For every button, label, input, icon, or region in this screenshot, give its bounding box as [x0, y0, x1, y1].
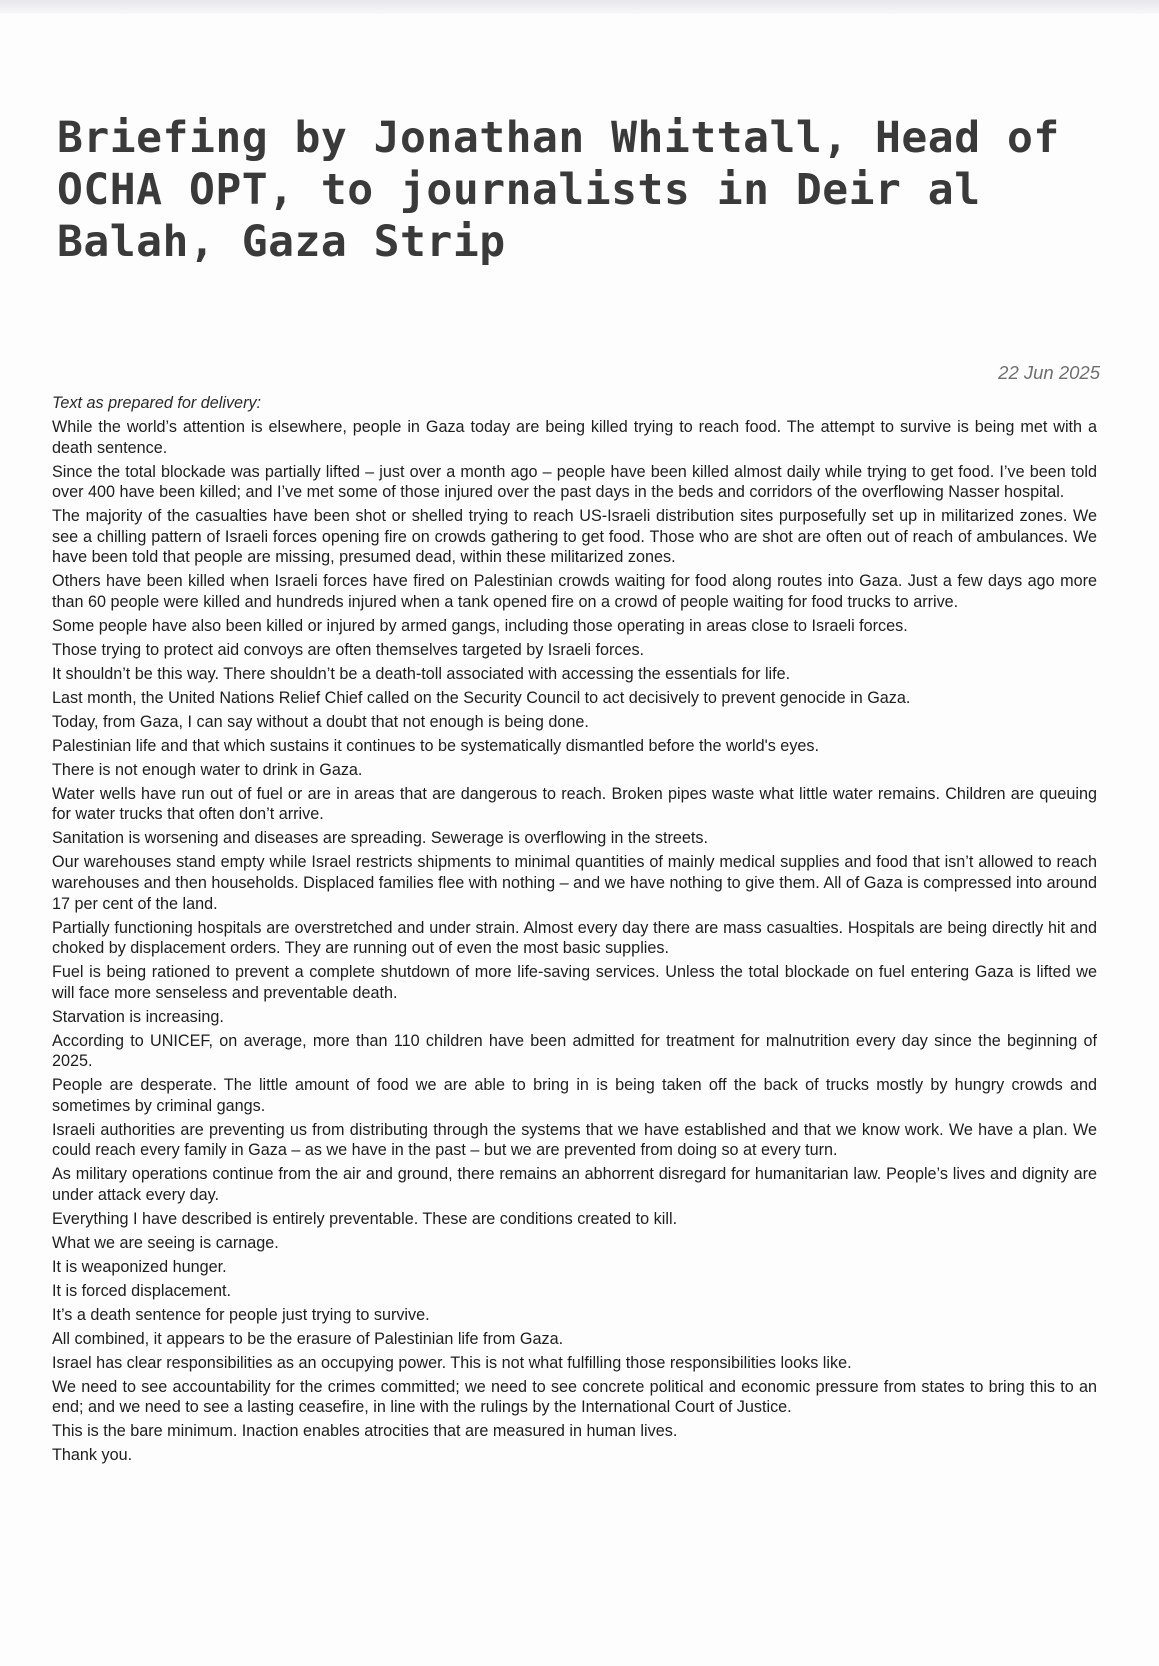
document-title: Briefing by Jonathan Whittall, Head of OCHA OPT, to journalists in Deir al Balah, Gaza Strip [57, 113, 1060, 267]
body-paragraph: All combined, it appears to be the erasure of Palestinian life from Gaza. [52, 1329, 564, 1348]
body-paragraph: Our warehouses stand empty while Israel restricts shipments to minimal quantities of mainly medical supplies and food that isn’t allowed to reach warehouses and then households. Displaced families flee with nothing – and we have nothing to give them. All of Gaza is compressed into around 17 per cent of the land. [52, 853, 1097, 913]
body-paragraph: Some people have also been killed or injured by armed gangs, including those operating in areas close to Israeli forces. [52, 616, 908, 635]
body-paragraph: It’s a death sentence for people just trying to survive. [52, 1305, 430, 1324]
body-paragraph: Water wells have run out of fuel or are in areas that are dangerous to reach. Broken pipes waste what little water remains. Children are queuing for water trucks that often don’t arrive. [52, 784, 1097, 824]
body-paragraph: Partially functioning hospitals are overstretched and under strain. Almost every day there are mass casualties. Hospitals are being directly hit and choked by displacement orders. They are running out of even the most basic supplies. [52, 918, 1097, 958]
body-paragraph: Fuel is being rationed to prevent a complete shutdown of more life-saving services. Unless the total blockade on fuel entering Gaza is lifted we will face more senseless and preventable death. [52, 963, 1097, 1002]
body-paragraph: As military operations continue from the air and ground, there remains an abhorrent disregard for humanitarian law. People’s lives and dignity are under attack every day. [52, 1165, 1097, 1204]
body-paragraph: What we are seeing is carnage. [52, 1233, 279, 1252]
body-paragraph: Israel has clear responsibilities as an occupying power. This is not what fulfilling those responsibilities looks like. [52, 1353, 852, 1372]
body-paragraph: There is not enough water to drink in Gaza. [52, 760, 363, 779]
body-paragraph: Palestinian life and that which sustains it continues to be systematically dismantled before the world's eyes. [52, 736, 820, 755]
body-paragraph: Sanitation is worsening and diseases are spreading. Sewerage is overflowing in the streets. [52, 829, 708, 848]
top-edge-shadow [0, 0, 1159, 14]
body-paragraph: Everything I have described is entirely preventable. These are conditions created to kill. [52, 1209, 678, 1228]
body-paragraph: It is forced displacement. [52, 1281, 232, 1300]
body-paragraph: According to UNICEF, on average, more than 110 children have been admitted for treatment for malnutrition every day since the beginning of 2025. [52, 1031, 1097, 1071]
body-paragraph: Since the total blockade was partially lifted – just over a month ago – people have been killed almost daily while trying to get food. I’ve been told over 400 have been killed; and I’ve met some of those injured over the past days in the beds and corridors of the overflowing Nasser hospital. [52, 462, 1097, 502]
body-paragraph: While the world’s attention is elsewhere, people in Gaza today are being killed trying to reach food. The attempt to survive is being met with a death sentence. [52, 417, 1097, 457]
body-paragraph: Last month, the United Nations Relief Chief called on the Security Council to act decisively to prevent genocide in Gaza. [52, 688, 911, 707]
document-body [52, 393, 1097, 1469]
body-paragraph: Starvation is increasing. [52, 1007, 224, 1026]
body-paragraph: Those trying to protect aid convoys are often themselves targeted by Israeli forces. [52, 640, 645, 659]
body-paragraph: People are desperate. The little amount of food we are able to bring in is being taken off the back of trucks mostly by hungry crowds and sometimes by criminal gangs. [52, 1076, 1097, 1115]
document-page [0, 14, 1159, 1666]
body-paragraph: Israeli authorities are preventing us from distributing through the systems that we have established and that we know work. We have a plan. We could reach every family in Gaza – as we have in the past – but we are prevented from doing so at every turn. [52, 1120, 1097, 1160]
body-paragraph: Others have been killed when Israeli forces have fired on Palestinian crowds waiting for food along routes into Gaza. Just a few days ago more than 60 people were killed and hundreds injured when a tank opened fire on a crowd of people waiting for food trucks to arrive. [52, 572, 1097, 611]
body-paragraph: We need to see accountability for the crimes committed; we need to see concrete political and economic pressure from states to bring this to an end; and we need to see a lasting ceasefire, in line with the rulings by the International Court of Justice. [52, 1377, 1097, 1417]
intro-line: Text as prepared for delivery: [52, 394, 262, 412]
body-paragraph: This is the bare minimum. Inaction enables atrocities that are measured in human lives. [52, 1422, 678, 1441]
body-paragraph: It shouldn’t be this way. There shouldn’t be a death-toll associated with accessing the essentials for life. [52, 664, 791, 683]
body-paragraph: It is weaponized hunger. [52, 1257, 227, 1276]
body-paragraph: Today, from Gaza, I can say without a doubt that not enough is being done. [52, 712, 589, 731]
body-paragraph: The majority of the casualties have been shot or shelled trying to reach US-Israeli distribution sites purposefully set up in militarized zones. We see a chilling pattern of Israeli forces opening fire on crowds gathering to get food. Those who are shot are often out of reach of ambulances. We have been told that people are missing, presumed dead, within these militarized zones. [52, 507, 1097, 567]
closing-line: Thank you. [52, 1446, 133, 1465]
publication-date: 22 Jun 2025 [998, 362, 1100, 383]
